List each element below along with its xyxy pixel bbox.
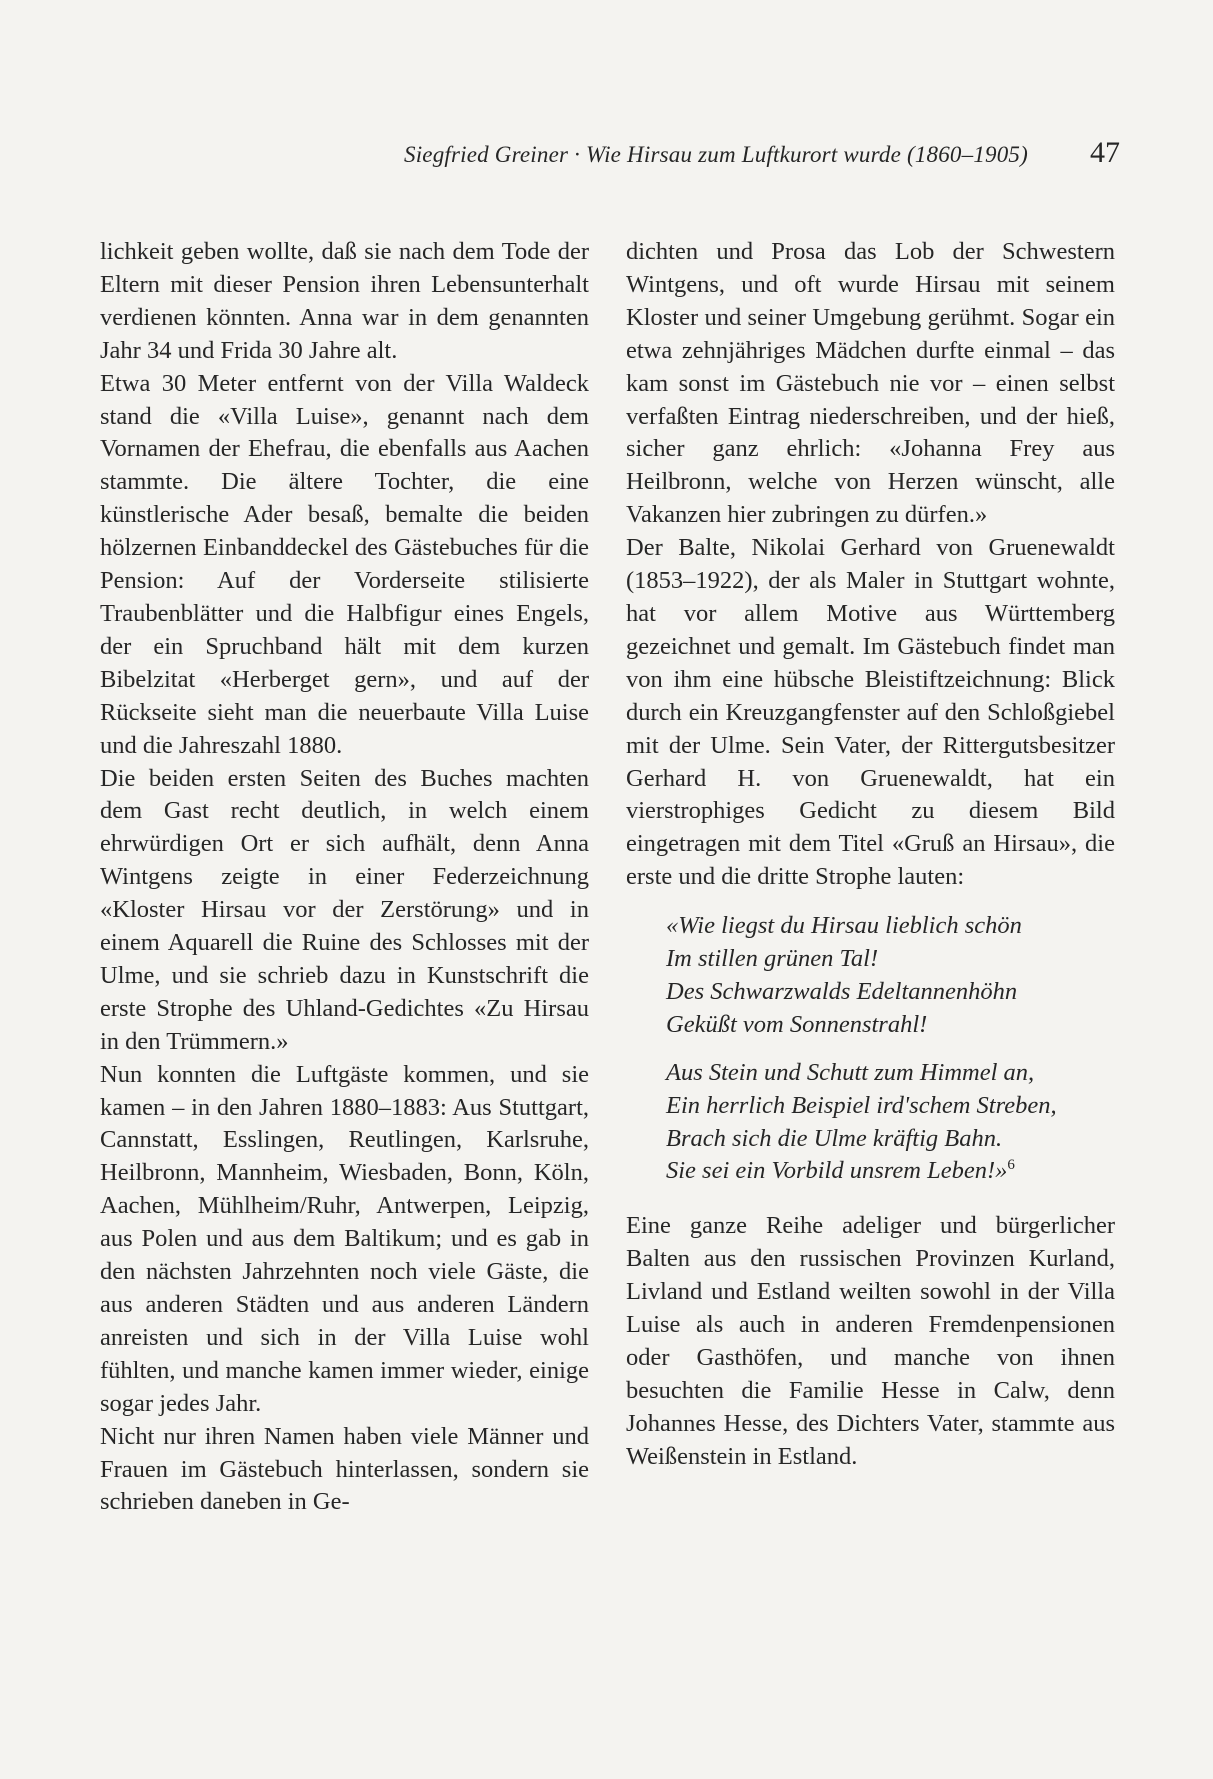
poem-stanza xyxy=(666,910,1115,1042)
left-column xyxy=(100,236,589,1519)
footnote-mark[interactable]: 6 xyxy=(1007,1157,1015,1174)
poem-last-line xyxy=(666,1155,1115,1188)
paragraph: lichkeit geben wollte, daß sie nach dem Tode der Eltern mit dieser Pension ihren Lebensunterhalt verdienen könnten. Anna war in dem genannten Jahr 34 und Frida 30 Jahre alt. xyxy=(100,238,589,364)
poem-line: Im stillen grünen Tal! xyxy=(666,945,879,973)
poem-line: Ein herrlich Beispiel ird'schem Streben, xyxy=(666,1091,1057,1119)
poem-line: Geküßt vom Sonnenstrahl! xyxy=(666,1010,928,1038)
paragraph: Nicht nur ihren Namen haben viele Männer und Frauen im Gästebuch hinterlassen, sondern sie schrieben daneben in Ge- xyxy=(100,1422,589,1516)
paragraph: Der Balte, Nikolai Gerhard von Gruenewaldt (1853–1922), der als Maler in Stuttgart wohnte, hat vor allem Motive aus Württemberg gezeichnet und gemalt. Im Gästebuch findet man von ihm eine hübsche Bleistiftzeichnung: Blick durch ein Kreuzgangfenster auf den Schloßgiebel mit der Ulme. Sein Vater, der Rittergutsbesitzer Gerhard H. von Gruenewaldt, hat ein vierstrophiges Gedicht zu diesem Bild eingetragen mit dem Titel «Gruß an Hirsau», die erste und die dritte Strophe lauten: xyxy=(626,534,1115,891)
poem-quote xyxy=(666,910,1115,1188)
poem-stanza xyxy=(666,1057,1115,1189)
page-number: 47 xyxy=(1090,136,1120,169)
poem-line: Brach sich die Ulme kräftig Bahn. xyxy=(666,1124,1003,1152)
paragraph: Etwa 30 Meter entfernt von der Villa Waldeck stand die «Villa Luise», genannt nach dem Vornamen der Ehefrau, die ebenfalls aus Aachen stammte. Die ältere Tochter, die eine künstlerische Ader besaß, bemalte die beiden hölzernen Einbanddeckel des Gästebuches für die Pension: Auf der Vorderseite stilisierte Traubenblätter und die Halbfigur eines Engels, der ein Spruchband hält mit dem kurzen Bibelzitat «Herberget gern», und auf der Rückseite sieht man die neuerbaute Villa Luise und die Jahreszahl 1880. xyxy=(100,369,589,759)
running-head: Siegfried Greiner · Wie Hirsau zum Luftkurort wurde (1860–1905) xyxy=(404,142,1028,167)
poem-line: Aus Stein und Schutt zum Himmel an, xyxy=(666,1058,1035,1086)
paragraph: Eine ganze Reihe adeliger und bürgerlicher Balten aus den russischen Provinzen Kurland, Livland und Estland weilten sowohl in der Villa Luise als auch in anderen Fremdenpensionen oder Gasthöfen, und manche von ihnen besuchten die Familie Hesse in Calw, denn Johannes Hesse, des Dichters Vater, stammte aus Weißenstein in Estland. xyxy=(626,1212,1115,1470)
poem-line: Sie sei ein Vorbild unsrem Leben!» xyxy=(666,1157,1008,1185)
poem-line: «Wie liegst du Hirsau lieblich schön xyxy=(666,912,1022,940)
right-column xyxy=(626,236,1115,1474)
poem-line: Des Schwarzwalds Edeltannenhöhn xyxy=(666,977,1018,1005)
page-header xyxy=(300,138,1120,174)
paragraph: Die beiden ersten Seiten des Buches machten dem Gast recht deutlich, in welch einem ehrwürdigen Ort er sich aufhält, denn Anna Wintgens zeigte in einer Federzeichnung «Kloster Hirsau vor der Zerstörung» und in einem Aquarell die Ruine des Schlosses mit der Ulme, und sie schrieb dazu in Kunstschrift die erste Strophe des Uhland-Gedichtes «Zu Hirsau in den Trümmern.» xyxy=(100,764,589,1055)
paragraph: dichten und Prosa das Lob der Schwestern Wintgens, und oft wurde Hirsau mit seinem Kloster und seiner Umgebung gerühmt. Sogar ein etwa zehnjähriges Mädchen durfte einmal – das kam sonst im Gästebuch nie vor – einen selbst verfaßten Eintrag niederschreiben, und der hieß, sicher ganz ehrlich: «Johanna Frey aus Heilbronn, welche von Herzen wünscht, alle Vakanzen hier zubringen zu dürfen.» xyxy=(626,238,1115,529)
paragraph: Nun konnten die Luftgäste kommen, und sie kamen – in den Jahren 1880–1883: Aus Stuttgart, Cannstatt, Esslingen, Reutlingen, Karlsruhe, Heilbronn, Mannheim, Wiesbaden, Bonn, Köln, Aachen, Mühlheim/Ruhr, Antwerpen, Leipzig, aus Polen und aus dem Baltikum; und es gab in den nächsten Jahrzehnten noch viele Gäste, die aus anderen Städten und aus anderen Ländern anreisten und sich in der Villa Luise wohl fühlten, und manche kamen immer wieder, einige sogar jedes Jahr. xyxy=(100,1060,589,1417)
